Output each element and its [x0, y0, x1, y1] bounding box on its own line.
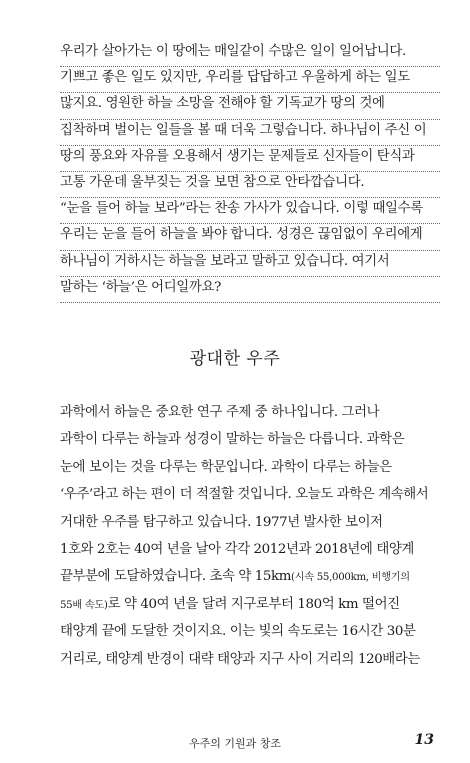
section-heading: 광대한 우주	[189, 349, 281, 369]
text-line: 집착하며 벌이는 일들을 볼 때 더욱 그렇습니다. 하나님이 주신 이	[60, 120, 440, 146]
parenthetical-note: (시속 55,000km, 비행기의	[291, 572, 410, 584]
text-line: 우리는 눈을 들어 하늘을 봐야 합니다. 성경은 끊임없이 우리에게	[60, 224, 440, 250]
text-line: 거리로, 태양계 반경이 대략 태양과 지구 사이 거리의 120배라는	[60, 651, 420, 667]
text-line: 땅의 풍요와 자유를 오용해서 생기는 문제들로 신자들이 탄식과	[60, 146, 440, 172]
text-segment: 로 약 40여 년을 달려 지구로부터 180억 km 떨어진	[107, 596, 400, 612]
parenthetical-note: 55배 속도)	[60, 599, 108, 611]
text-line: 하나님이 거하시는 하늘을 보라고 말하고 있습니다. 여기서	[60, 251, 440, 277]
text-line: 고통 가운데 울부짖는 것을 보면 참으로 안타깝습니다.	[60, 172, 440, 198]
text-line: “눈을 들어 하늘 보라”라는 찬송 가사가 있습니다. 이렇 때일수록	[60, 198, 440, 224]
text-line: 1호와 2호는 40여 년을 날아 각각 2012년과 2018년에 태양계	[60, 541, 414, 557]
text-line: 과학에서 하늘은 중요한 연구 주제 중 하나입니다. 그러나	[60, 405, 380, 420]
text-line: 말하는 ‘하늘’은 어디일까요?	[60, 277, 440, 303]
section-paragraph	[60, 399, 440, 673]
page-footer	[0, 732, 470, 752]
text-line: 많지요. 영원한 하늘 소망을 전해야 할 기독교가 땅의 것에	[60, 93, 440, 119]
text-line	[60, 591, 440, 618]
text-line: 태양계 끝에 도달한 것이지요. 이는 빛의 속도로는 16시간 30분	[60, 624, 416, 640]
text-line: ‘우주’라고 하는 편이 더 적절할 것입니다. 오늘도 과학은 계속해서	[60, 487, 429, 503]
text-segment: 끝부분에 도달하였습니다. 초속 약 15km	[60, 569, 292, 585]
text-line: 거대한 우주를 탐구하고 있습니다. 1977년 발사한 보이저	[60, 514, 383, 530]
text-line: 기쁘고 좋은 일도 있지만, 우리를 답답하고 우울하게 하는 일도	[60, 67, 440, 93]
page-number: 13	[414, 732, 434, 748]
intro-paragraph	[60, 41, 440, 303]
text-line: 우리가 살아가는 이 땅에는 매일같이 수많은 일이 일어납니다.	[60, 41, 440, 67]
text-line: 눈에 보이는 것을 다루는 학문입니다. 과학이 다루는 하늘은	[60, 459, 392, 475]
text-line	[60, 563, 440, 590]
running-title: 우주의 기원과 창조	[188, 737, 281, 750]
text-line: 과학이 다루는 하늘과 성경이 말하는 하늘은 다릅니다. 과학은	[60, 432, 405, 448]
